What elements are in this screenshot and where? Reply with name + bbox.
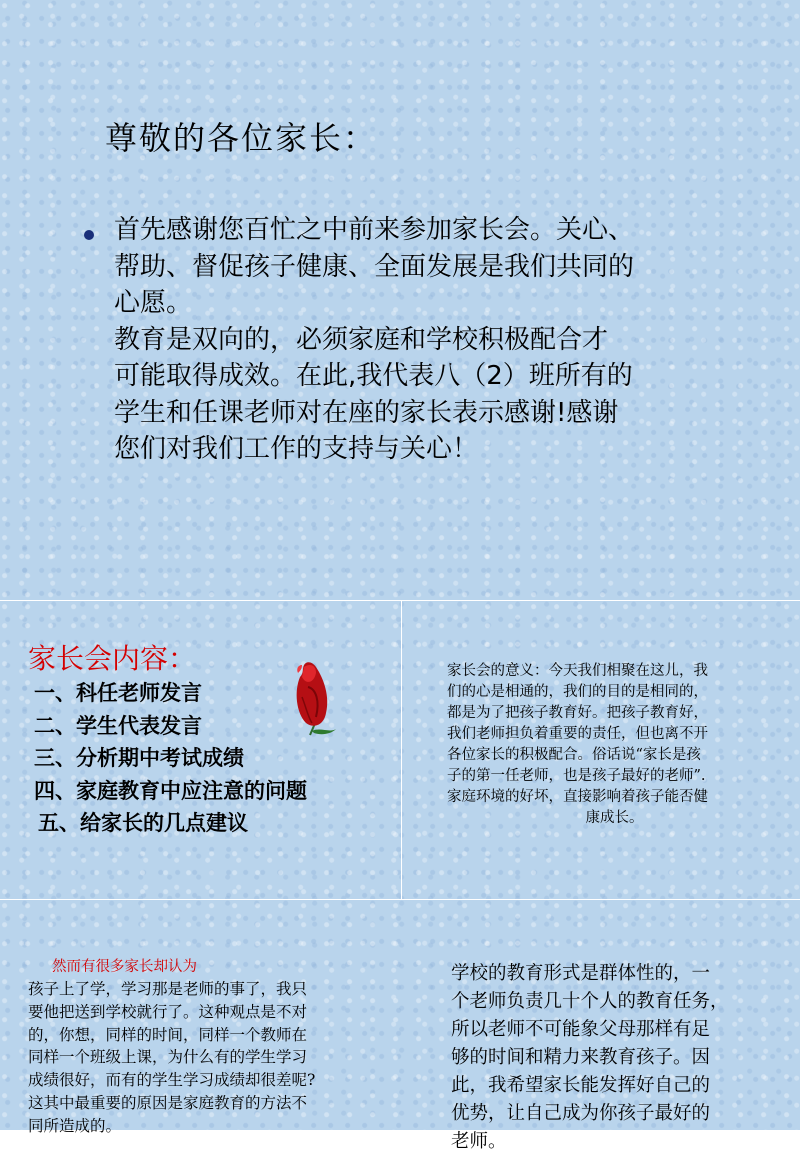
paragraph-line: 帮助、督促孩子健康、全面发展是我们共同的: [114, 251, 635, 282]
right-line: 优势，让自己成为你孩子最好的: [451, 1103, 711, 1124]
right-line: 所以老师不可能象父母那样有足: [451, 1019, 711, 1040]
agenda-item: 一、科任老师发言: [34, 681, 202, 705]
left-line: 同样一个班级上课，为什么有的学生学习: [28, 1048, 308, 1067]
left-line: 成绩很好，而有的学生学习成绩却很差呢?: [28, 1071, 316, 1090]
paragraph-line: 您们对我们工作的支持与关心！: [114, 434, 479, 464]
right-line: 老师。: [451, 1131, 507, 1152]
meaning-line: 我们老师担负着重要的责任，但也离不开: [447, 726, 708, 742]
paragraph-line: 心愿。: [114, 288, 193, 318]
agenda-item: 三、分析期中考试成绩: [34, 746, 244, 770]
greeting-title: 尊敬的各位家长：: [105, 119, 378, 157]
meaning-line: 康成长。: [585, 810, 644, 826]
right-line: 学校的教育形式是群体性的，一: [451, 963, 711, 984]
slide-parent-views: [0, 900, 800, 1152]
paragraph-line: 教育是双向的，必须家庭和学校积极配合才: [114, 324, 609, 355]
paragraph-line: 学生和任课老师对在座的家长表示感谢!感谢: [114, 397, 619, 428]
slide-agenda: [0, 601, 800, 899]
meaning-line: 家长会的意义：今天我们相聚在这儿，我: [447, 663, 708, 679]
parent-view-heading: 然而有很多家长却认为: [52, 959, 197, 975]
meaning-line: 们的心是相通的，我们的目的是相同的，: [447, 684, 708, 700]
meeting-meaning-text: [447, 661, 782, 829]
left-line: 的，你想，同样的时间，同样一个教师在: [28, 1025, 308, 1044]
agenda-list: [34, 677, 307, 840]
meaning-line: 各位家长的积极配合。俗话说“家长是孩: [447, 747, 701, 763]
right-line: 个老师负责几十个人的教育任务，: [451, 991, 729, 1012]
greeting-paragraph: [114, 212, 754, 468]
right-line: 够的时间和精力来教育孩子。因: [451, 1047, 711, 1068]
agenda-item: 四、家庭教育中应注意的问题: [34, 778, 307, 803]
left-line: 要他把送到学校就行了。这种观点是不对: [28, 1002, 308, 1021]
left-line: 这其中最重要的原因是家庭教育的方法不: [28, 1093, 308, 1112]
school-education-text: [451, 960, 781, 1156]
meaning-line: 子的第一任老师，也是孩子最好的老师”.: [447, 768, 706, 784]
paragraph-line: 首先感谢您百忙之中前来参加家长会。关心、: [114, 215, 635, 245]
meaning-line: 家庭环境的好坏，直接影响着孩子能否健: [447, 789, 708, 805]
meaning-line: 都是为了把孩子教育好。把孩子教育好，: [447, 705, 708, 721]
rose-icon: [290, 657, 338, 739]
agenda-item: 二、学生代表发言: [34, 713, 202, 738]
parent-view-text: [28, 978, 398, 1138]
paragraph-line: 可能取得成效。在此,我代表八（2）班所有的: [114, 361, 633, 391]
agenda-title: 家长会内容：: [28, 642, 197, 675]
left-line: 同所造成的。: [28, 1116, 122, 1135]
right-line: 此，我希望家长能发挥好自己的: [451, 1075, 711, 1096]
agenda-item: 五、给家长的几点建议: [38, 811, 248, 835]
bullet-dot-icon: [84, 230, 94, 240]
left-line: 孩子上了学，学习那是老师的事了，我只: [28, 980, 308, 998]
